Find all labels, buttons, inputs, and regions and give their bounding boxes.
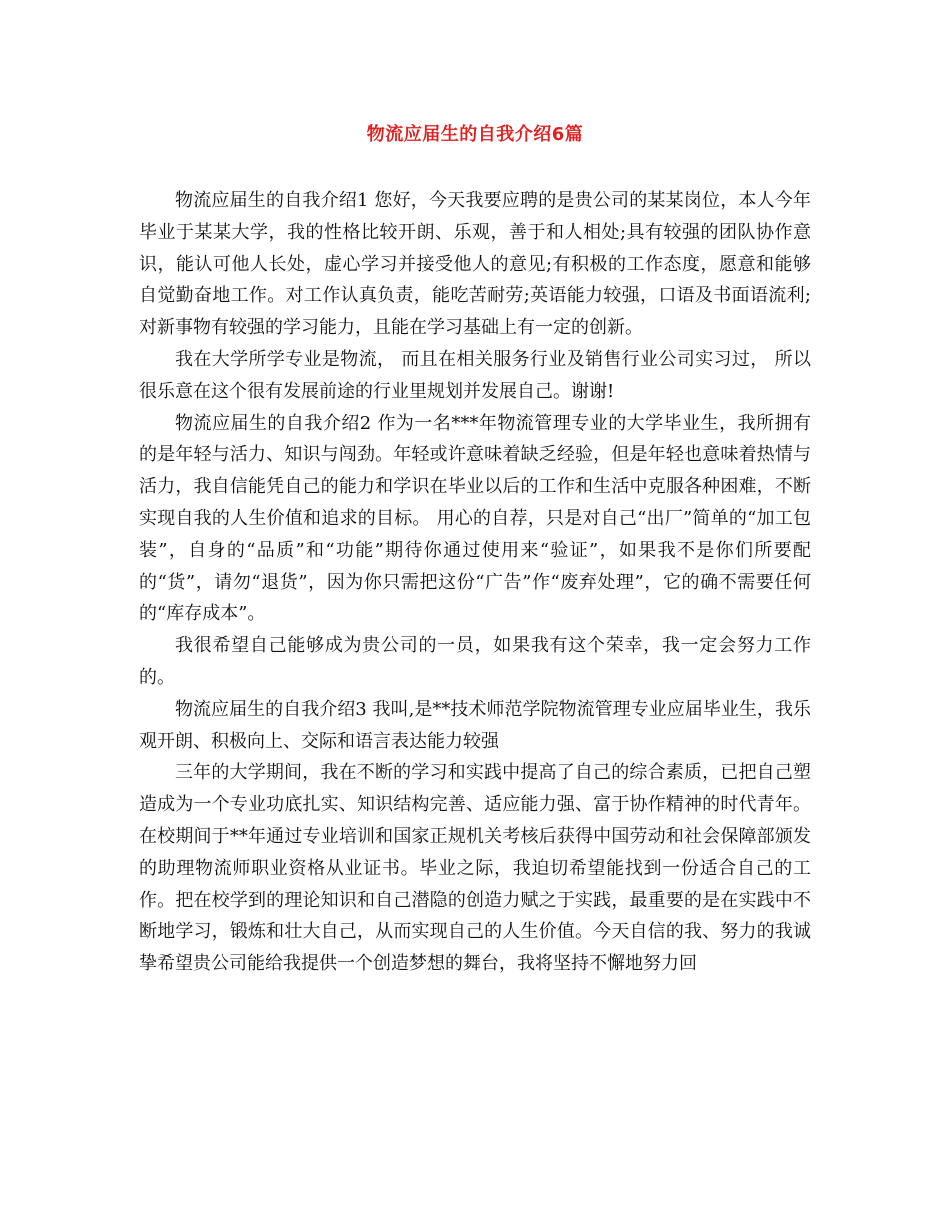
paragraph-intro-2: 物流应届生的自我介绍2 作为一名***年物流管理专业的大学毕业生，我所拥有的是年轻与活力、知识与闯劲。年轻或许意味着缺乏经验，但是年轻也意味着热情与活力，我自信能凭自己的能力和学识在毕业以后的工作和生活中克服各种困难，不断实现自我的人生价值和追求的目标。 用心的自荐，只是对自己“出厂”简单的“加工包装”，自身的“品质”和“功能”期待你通过使用来“验证”，如果我不是你们所要配的“货”，请勿“退货”，因为你只需把这份“广告”作“废弃处理”，它的确不需要任何的“库存成本”。 <box>139 412 811 625</box>
paragraph-intro-3-body: 三年的大学期间，我在不断的学习和实践中提高了自己的综合素质，已把自己塑造成为一个专业功底扎实、知识结构完善、适应能力强、富于协作精神的时代青年。在校期间于**年通过专业培训和国家正规机关考核后获得中国劳动和社会保障部颁发的助理物流师职业资格从业证书。毕业之际，我迫切希望能找到一份适合自己的工作。把在校学到的理论知识和自己潜隐的创造力赋之于实践，最重要的是在实践中不断地学习，锻炼和壮大自己，从而实现自己的人生价值。今天自信的我、努力的我诚挚希望贵公司能给我提供一个创造梦想的舞台，我将坚持不懈地努力回 <box>139 762 811 975</box>
paragraph-intro-1: 物流应届生的自我介绍1 您好，今天我要应聘的是贵公司的某某岗位，本人今年毕业于某某大学，我的性格比较开朗、乐观，善于和人相处;具有较强的团队协作意识，能认可他人长处，虚心学习并接受他人的意见;有积极的工作态度，愿意和能够自觉勤奋地工作。对工作认真负责，能吃苦耐劳;英语能力较强，口语及书面语流利;对新事物有较强的学习能力，且能在学习基础上有一定的创新。 <box>139 190 811 339</box>
document-title: 物流应届生的自我介绍6篇 <box>366 124 584 145</box>
paragraph-intro-1-closing: 我在大学所学专业是物流， 而且在相关服务行业及销售行业公司实习过， 所以很乐意在这个很有发展前途的行业里规划并发展自己。谢谢! <box>139 348 811 402</box>
paragraph-intro-2-closing: 我很希望自己能够成为贵公司的一员，如果我有这个荣幸，我一定会努力工作的。 <box>139 635 811 688</box>
document-body <box>139 185 811 980</box>
paragraph-intro-3: 物流应届生的自我介绍3 我叫,是**技术师范学院物流管理专业应届毕业生，我乐观开朗、积极向上、交际和语言表达能力较强 <box>139 698 811 752</box>
